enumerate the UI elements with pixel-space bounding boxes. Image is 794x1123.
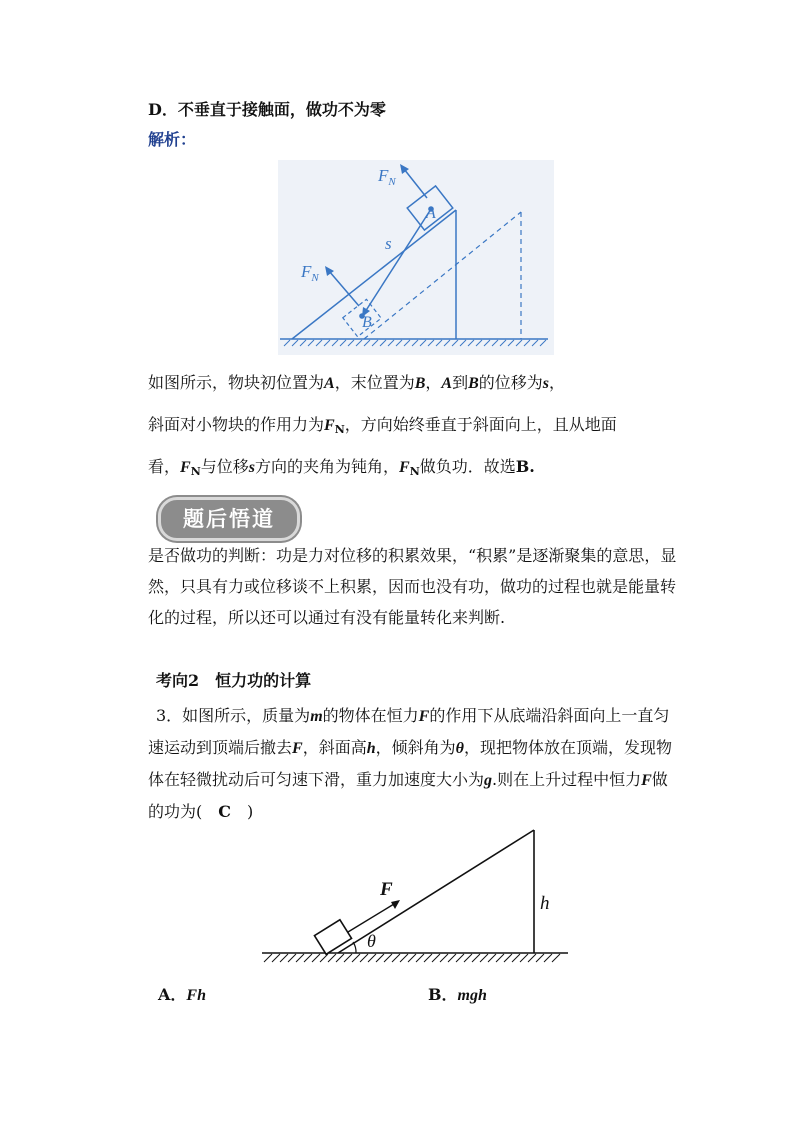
label-b: B <box>362 314 372 331</box>
question-3: 3．如图所示，质量为m的物体在恒力F的作用下从底端沿斜面向上一直匀速运动到顶端后撤去F，斜面高h，倾斜角为θ，现把物体放在顶端，发现物体在轻微扰动后可匀速下滑，重力加速度大小为g.则在上升过程中恒力F做的功为( C ) <box>148 706 672 821</box>
force-f-arrow <box>348 904 394 932</box>
label-s: s <box>385 234 392 253</box>
block <box>314 920 351 955</box>
option-b: B．mgh <box>428 985 487 1004</box>
label-f: F <box>380 879 393 900</box>
label-fn-top: $F_N$ <box>378 166 396 188</box>
label-a: A <box>426 205 436 222</box>
section-title: 恒力功的计算 <box>215 671 312 690</box>
figure-incline-force <box>258 825 572 970</box>
analysis-line-3: 看，$F_N$与位移s方向的夹角为钝角，$F_N$做负功．故选B. <box>148 457 535 478</box>
figure-incline-fn <box>278 160 554 355</box>
label-h: h <box>540 893 550 914</box>
figure-background <box>278 160 554 355</box>
analysis-line-2: 斜面对小物块的作用力为$F_N$，方向始终垂直于斜面向上，且从地面 <box>148 415 617 436</box>
insight-paragraph: 是否做功的判断：功是力对位移的积累效果，“积累”是逐渐聚集的意思，显然，只具有力或位移谈不上积累，因而也没有功，做功的过程也就是能量转化的过程，所以还可以通过有没有能量转化来判断. <box>148 546 677 627</box>
ground-hatch-2 <box>264 954 560 962</box>
insight-badge: 题后悟道 <box>158 497 300 541</box>
answer-c: C <box>218 802 231 821</box>
option-d-text: D．不垂直于接触面，做功不为零 <box>148 100 386 119</box>
section-label: 考向2 <box>156 671 200 690</box>
analysis-label: 解析： <box>148 130 197 149</box>
label-theta: θ <box>367 931 376 951</box>
section-heading <box>156 670 311 692</box>
analysis-line-1: 如图所示，物块初位置为A，末位置为B，A到B的位移为s， <box>148 373 566 392</box>
angle-arc <box>353 942 356 953</box>
label-fn-left: $F_N$ <box>301 262 319 284</box>
option-d <box>148 99 386 121</box>
option-a: A．Fh <box>158 985 206 1004</box>
